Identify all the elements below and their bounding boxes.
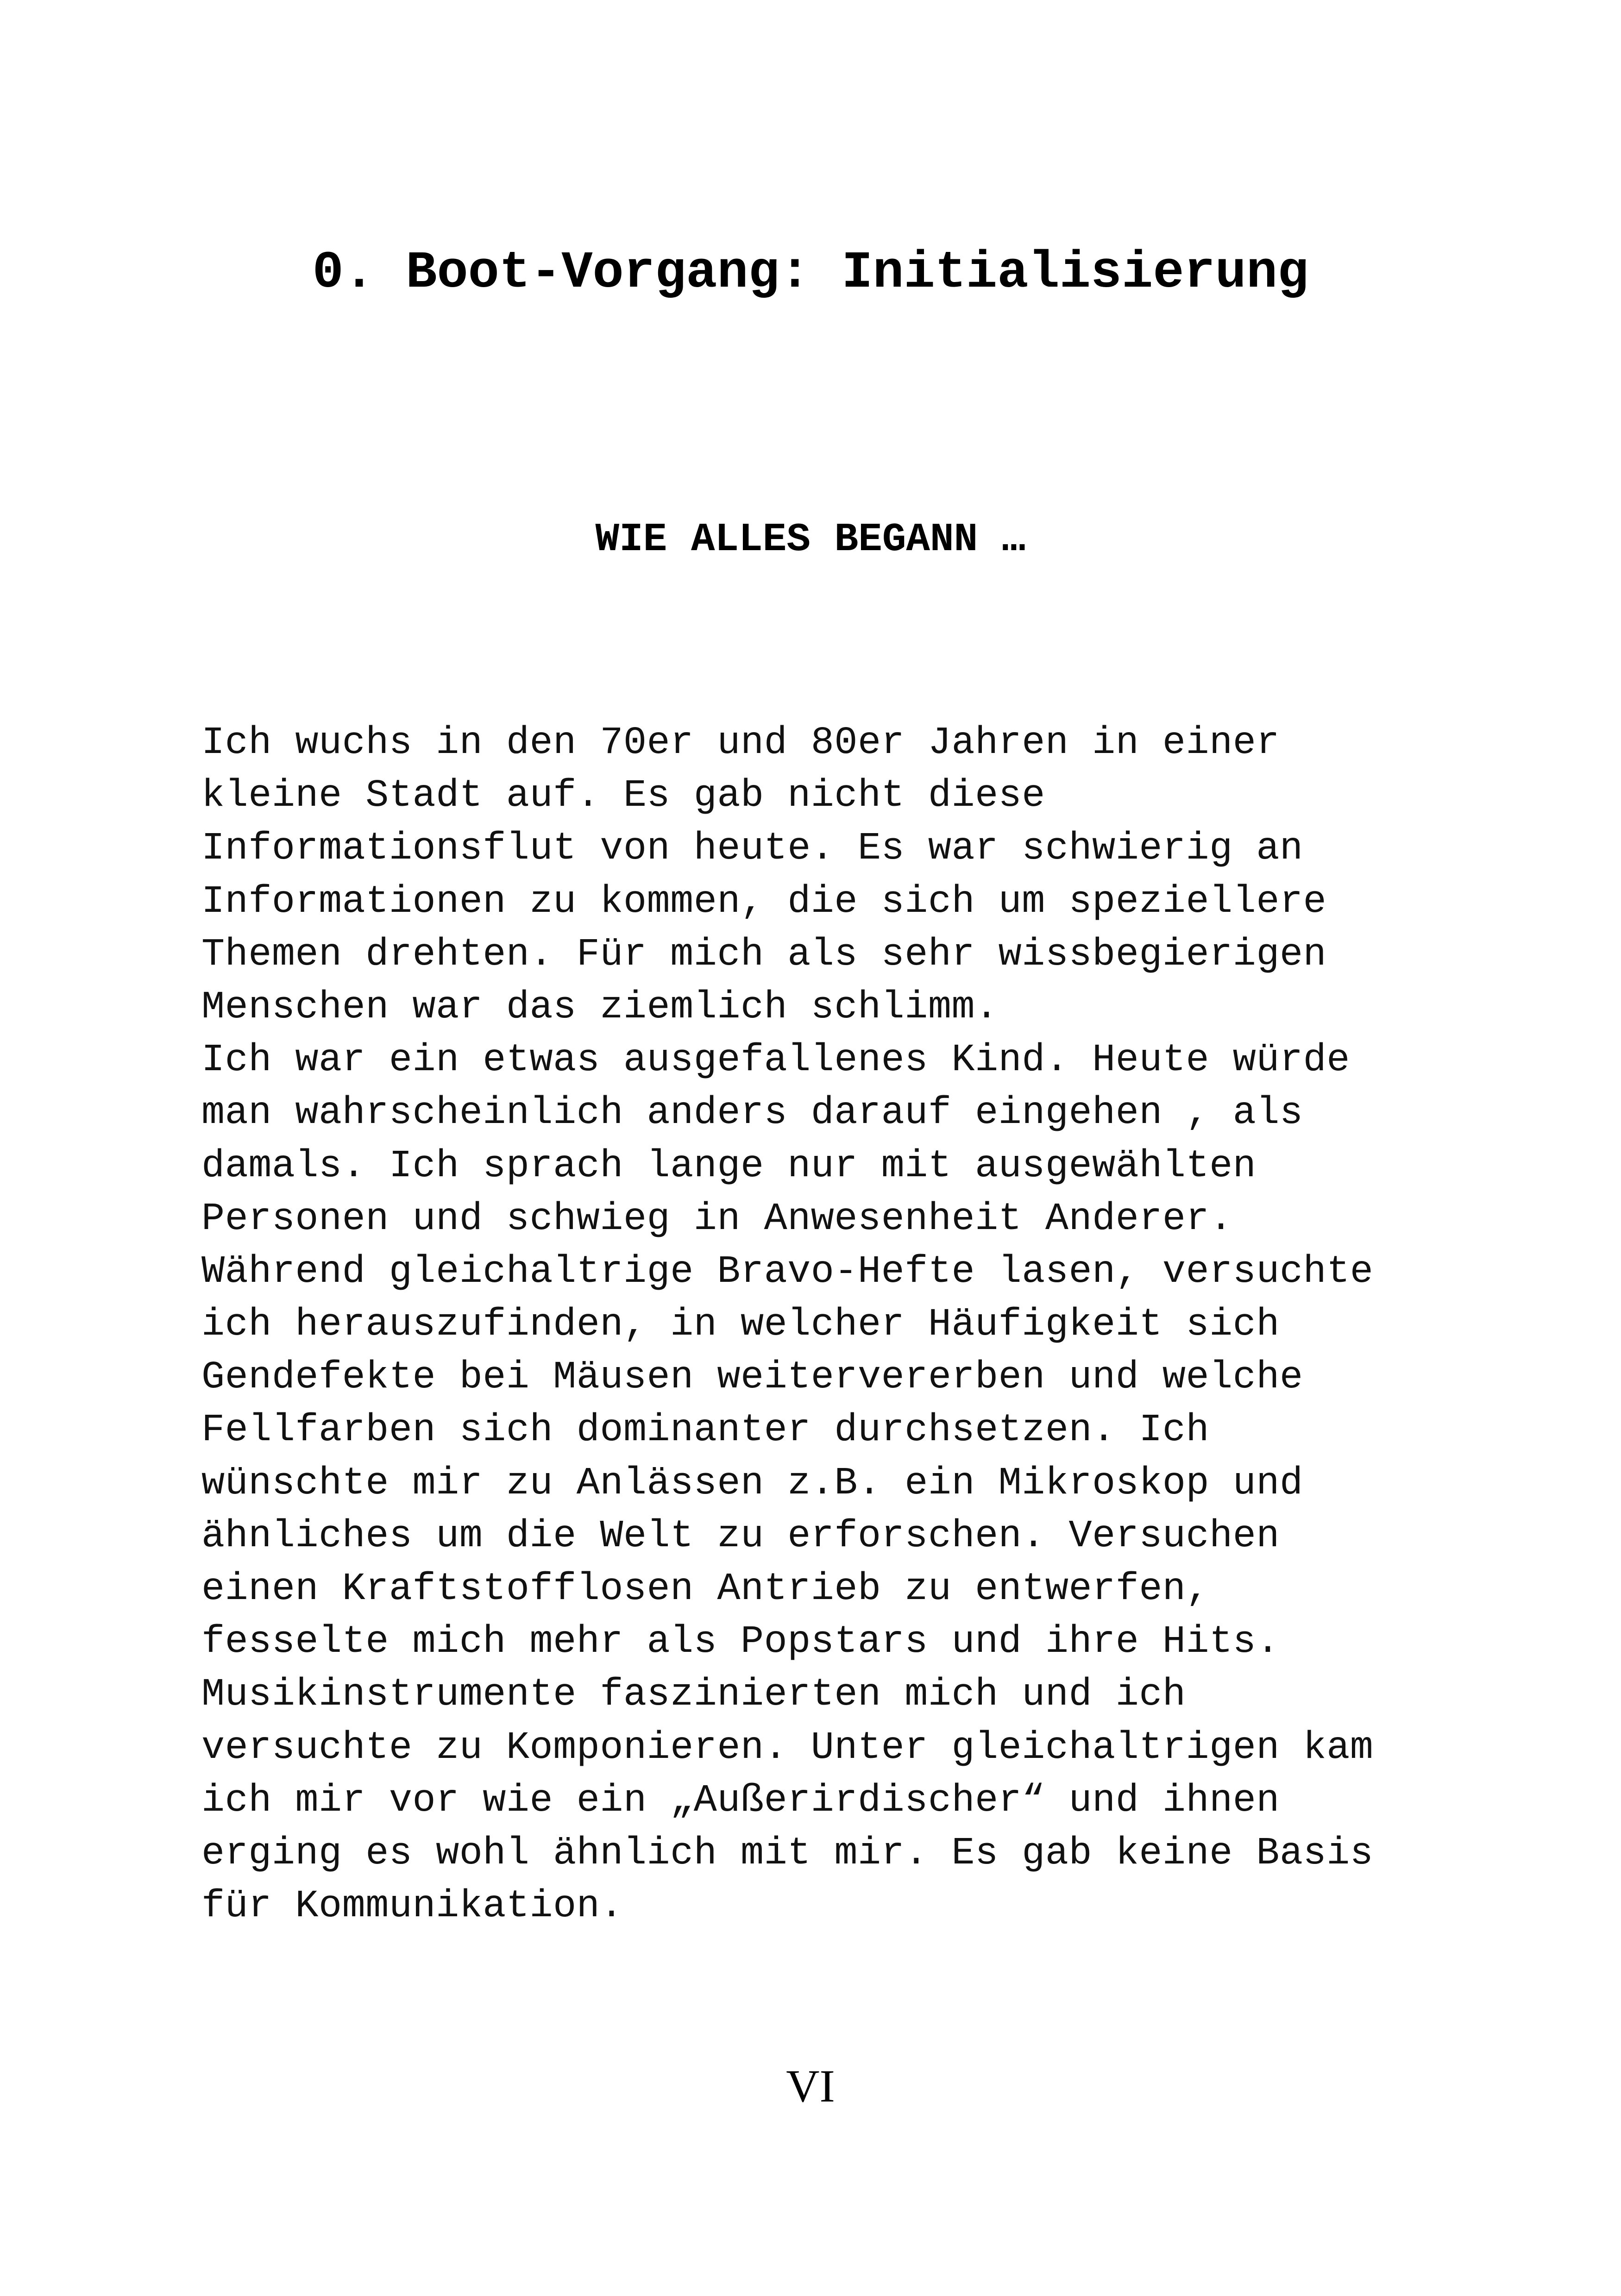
body-line: Menschen war das ziemlich schlimm. xyxy=(201,985,999,1029)
body-line: Personen und schwieg in Anwesenheit Anderer. xyxy=(201,1197,1233,1241)
body-line: ähnliches um die Welt zu erforschen. Versuchen xyxy=(201,1514,1280,1558)
body-text xyxy=(201,717,1452,1933)
body-line: wünschte mir zu Anlässen z.B. ein Mikroskop und xyxy=(201,1461,1303,1506)
body-line: Musikinstrumente faszinierten mich und ich xyxy=(201,1673,1186,1717)
section-title: WIE ALLES BEGANN … xyxy=(595,517,1026,562)
body-line: für Kommunikation. xyxy=(201,1884,623,1929)
body-line: Informationsflut von heute. Es war schwierig an xyxy=(201,827,1303,871)
body-line: ich mir vor wie ein „Außerirdischer“ und ihnen xyxy=(201,1778,1280,1823)
body-line: Ich wuchs in den 70er und 80er Jahren in einer xyxy=(201,721,1280,765)
body-line: versuchte zu Komponieren. Unter gleichaltrigen kam xyxy=(201,1725,1374,1770)
page-number: VI xyxy=(786,2060,835,2112)
body-line: ich herauszufinden, in welcher Häufigkeit sich xyxy=(201,1303,1280,1347)
body-line: fesselte mich mehr als Popstars und ihre Hits. xyxy=(201,1620,1280,1664)
chapter-title: 0. Boot-Vorgang: Initialisierung xyxy=(312,244,1309,302)
body-line: erging es wohl ähnlich mit mir. Es gab keine Basis xyxy=(201,1831,1374,1876)
body-line: man wahrscheinlich anders darauf eingehen , als xyxy=(201,1091,1303,1135)
body-line: Während gleichaltrige Bravo-Hefte lasen, versuchte xyxy=(201,1249,1374,1294)
body-line: damals. Ich sprach lange nur mit ausgewählten xyxy=(201,1144,1257,1188)
body-line: einen Kraftstofflosen Antrieb zu entwerfen, xyxy=(201,1567,1210,1611)
body-line: Ich war ein etwas ausgefallenes Kind. Heute würde xyxy=(201,1038,1350,1083)
body-line: Informationen zu kommen, die sich um speziellere xyxy=(201,879,1327,924)
body-line: kleine Stadt auf. Es gab nicht diese xyxy=(201,774,1045,818)
body-line: Fellfarben sich dominanter durchsetzen. Ich xyxy=(201,1408,1210,1453)
body-line: Themen drehten. Für mich als sehr wissbegierigen xyxy=(201,932,1327,977)
body-line: Gendefekte bei Mäusen weitervererben und welche xyxy=(201,1355,1303,1400)
